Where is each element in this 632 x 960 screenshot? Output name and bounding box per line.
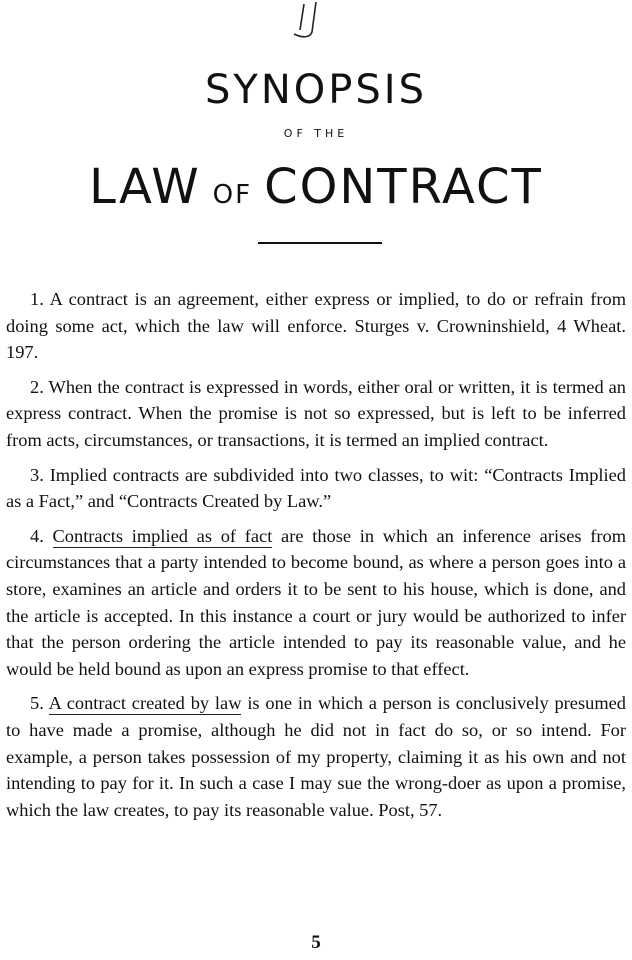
title-divider bbox=[258, 242, 382, 244]
paragraph-3: 3. Implied contracts are subdivided into two classes, to wit: “Contracts Implied as a Fact,” and “Contracts Created by Law.” bbox=[6, 464, 626, 512]
page-number: 5 bbox=[311, 932, 321, 953]
handwritten-mark bbox=[280, 0, 340, 46]
underlined-phrase: Contracts implied as of fact bbox=[52, 525, 273, 546]
document-title: SYNOPSIS bbox=[205, 67, 427, 113]
underlined-phrase: A contract created by law bbox=[48, 693, 242, 714]
body-text bbox=[6, 286, 626, 831]
paragraph-1: 1. A contract is an agreement, either express or implied, to do or refrain from doing some act, which the law will enforce. Sturges v. Crowninshield, 4 Wheat. 197. bbox=[6, 289, 626, 363]
paragraph-2: 2. When the contract is expressed in words, either oral or written, it is termed an express contract. When the promise is not so expressed, but is left to be inferred from acts, circumstances, or transactions, it is termed an implied contract. bbox=[6, 376, 626, 450]
paragraph-4: 4. Contracts implied as of fact are those in which an inference arises from circumstances that a party intended to become bound, as where a person goes into a store, examines an article and orders it to be sent to his house, which is done, and the article is accepted. In this instance a court or jury would be authorized to infer that the person ordering the article intended to pay its reasonable value, and he would be held bound as upon an express promise to that effect. bbox=[6, 525, 627, 679]
subtitle-contract: CONTRACT bbox=[264, 159, 543, 215]
subtitle-law: LAW bbox=[89, 159, 201, 215]
document-subtitle bbox=[0, 156, 632, 229]
subtitle-of: OF bbox=[212, 180, 253, 210]
paragraph-5: 5. A contract created by law is one in which a person is conclusively presumed to have made a promise, although he did not in fact do so, or so intend. For example, a person takes possession of my property, claiming it as his own and not intending to pay for it. In such a case I may sue the wrong-doer as upon a promise, which the law creates, to pay its reasonable value. Post, 57. bbox=[6, 693, 626, 820]
title-of-the: OF THE bbox=[283, 127, 349, 140]
